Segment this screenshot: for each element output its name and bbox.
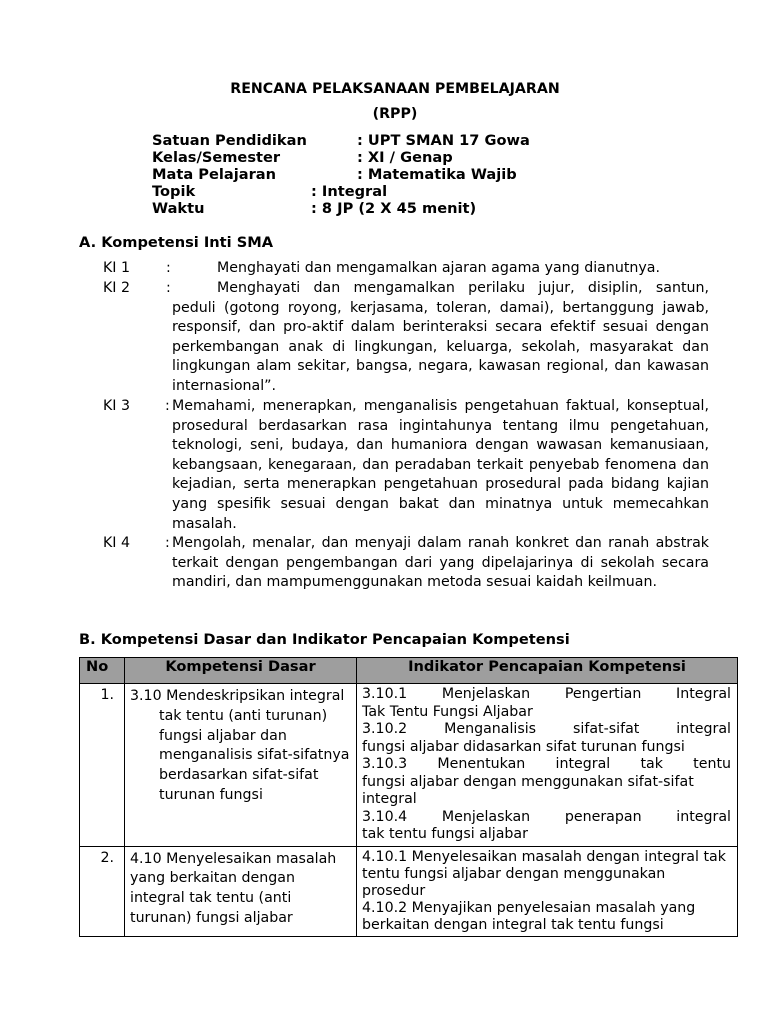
indicator-item [362,809,731,844]
indicator-number: 3.10.2 [362,721,408,737]
col-header-ipk: Indikator Pencapaian Kompetensi [357,658,738,684]
meta-label: Topik [152,183,196,200]
kd-text: 3.10 Mendeskripsikan integral tak tentu (anti turunan) fungsi aljabar dan menganalisis sifat-sifatnya berdasarkan sifat-sifat turunan fungsi [130,688,350,803]
meta-label: Satuan Pendidikan [152,132,307,149]
document-title: RENCANA PELAKSANAAN PEMBELAJARAN [230,81,560,97]
ki-code: KI 3 [103,398,131,414]
meta-value: : 8 JP (2 X 45 menit) [311,200,477,217]
indicator-text: Menjelaskan penerapan integral [441,808,731,825]
indicator-text-cont: fungsi aljabar dengan menggunakan sifat-sifat integral [362,773,694,807]
row-number: 1. [80,684,125,847]
ki-text-first-line: Menghayati dan mengamalkan perilaku jujur, disiplin, santun, [217,280,709,296]
meta-value: : XI / Genap [357,149,453,166]
ki-text: Memahami, menerapkan, menganalisis pengetahuan faktual, konseptual, prosedural berdasarkan rasa ingintahunya tentang ilmu pengetahuan, teknologi, seni, budaya, dan humaniora dengan wawasan kemanusiaan, kebangsaan, kenegaraan, dan peradaban terkait penyebab fenomena dan kejadian, serta menerapkan pengetahuan prosedural pada bidang kajian yang spesifik sesuai dengan bakat dan minatnya untuk memecahkan masalah. [172,398,709,532]
ki-colon: : [166,260,171,276]
ki-code: KI 1 [103,260,131,276]
indicator-line [362,756,731,774]
indicator-number: 3.10.4 [362,808,408,825]
indicator-item: 4.10.1 Menyelesaikan masalah dengan integral tak tentu fungsi aljabar dengan menggunakan prosedur [362,848,726,899]
kd-ipk-table [79,657,738,937]
ki-colon: : [165,398,170,414]
ki-code: KI 4 [103,535,131,551]
document-subtitle: (RPP) [372,106,418,122]
ipk-cell [357,684,738,847]
kd-cell [125,846,357,936]
meta-label: Kelas/Semester [152,149,281,166]
indicator-line [362,686,731,704]
indicator-text-cont: fungsi aljabar didasarkan sifat turunan fungsi [362,738,685,755]
indicator-number: 3.10.1 [362,686,408,702]
indicator-item: 4.10.2 Menyajikan penyelesaian masalah yang berkaitan dengan integral tak tentu fungsi [362,899,696,933]
col-header-no: No [80,658,125,684]
indicator-text: Menjelaskan Pengertian Integral [441,686,731,702]
row-number: 2. [80,846,125,936]
indicator-item [362,721,731,756]
ipk-cell [357,846,738,936]
indicator-number: 3.10.3 [362,756,408,772]
indicator-line [362,809,731,827]
ki-text: Mengolah, menalar, dan menyaji dalam ranah konkret dan ranah abstrak terkait dengan pengembangan dari yang dipelajarinya di sekolah secara mandiri, dan mampumenggunakan metoda sesuai kaidah keilmuan. [172,535,709,591]
kd-cell [125,684,357,847]
indicator-text-cont: Tak Tentu Fungsi Aljabar [362,703,533,720]
indicator-item [362,756,731,809]
kd-text: 4.10 Menyelesaikan masalah yang berkaitan dengan integral tak tentu (anti turunan) fungsi aljabar [130,850,337,926]
meta-label: Mata Pelajaran [152,166,277,183]
indicator-line [362,721,731,739]
indicator-text: Menentukan integral tak tentu [437,756,731,772]
table-row [80,684,738,847]
table-header-row [80,658,738,684]
ki-code: KI 2 [103,280,131,296]
meta-value: : Integral [311,183,388,200]
ki-text: Menghayati dan mengamalkan ajaran agama yang dianutnya. [217,260,660,276]
col-header-kd: Kompetensi Dasar [125,658,357,684]
meta-label: Waktu [152,200,205,217]
meta-value: : UPT SMAN 17 Gowa [357,132,530,149]
meta-value: : Matematika Wajib [357,166,517,183]
ki-colon: : [165,535,170,551]
ki-colon: : [166,280,171,296]
indicator-text-cont: tak tentu fungsi aljabar [362,826,528,842]
section-b-heading: B. Kompetensi Dasar dan Indikator Pencapaian Kompetensi [79,631,570,648]
ki-text: peduli (gotong royong, kerjasama, toleran, damai), bertanggung jawab, responsif, dan pro-aktif dalam berinteraksi secara efektif sesuai dengan perkembangan anak di lingkungan, keluarga, sekolah, masyarakat dan lingkungan alam sekitar, bangsa, negara, kawasan regional, dan kawasan internasional”. [172,299,709,394]
indicator-item [362,686,731,721]
section-a-heading: A. Kompetensi Inti SMA [79,234,274,251]
indicator-text: Menganalisis sifat-sifat integral [444,721,731,737]
table-row [80,846,738,936]
